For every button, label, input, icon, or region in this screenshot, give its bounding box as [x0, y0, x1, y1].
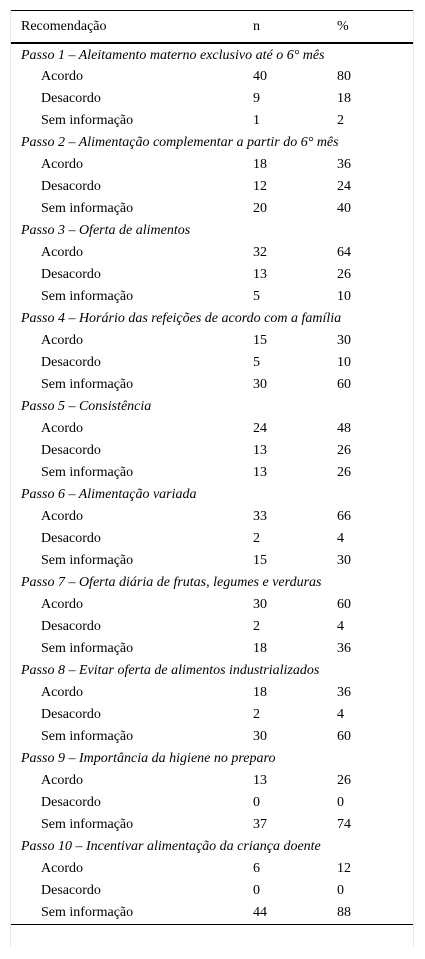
step-title: Passo 4 – Horário das refeições de acordo com a família	[21, 311, 342, 326]
step-title: Passo 7 – Oferta diária de frutas, legumes e verduras	[21, 575, 322, 590]
row-count: 0	[253, 883, 260, 898]
row-label: Sem informação	[41, 289, 134, 304]
step-group-row	[11, 132, 413, 154]
row-percent: 60	[337, 597, 351, 612]
row-percent: 30	[337, 553, 351, 568]
row-percent: 26	[337, 267, 351, 282]
row-count: 18	[253, 685, 267, 700]
row-label: Sem informação	[41, 553, 134, 568]
step-group-row	[11, 484, 413, 506]
row-label: Desacordo	[41, 355, 101, 370]
row-label: Acordo	[41, 421, 83, 436]
table-row	[11, 902, 413, 925]
row-count: 30	[253, 729, 267, 744]
header-percent: %	[337, 11, 413, 44]
row-label: Sem informação	[41, 113, 134, 128]
table-row	[11, 682, 413, 704]
step-title: Passo 1 – Aleitamento materno exclusivo até o 6° mês	[21, 48, 325, 63]
row-count: 12	[253, 179, 267, 194]
table-row	[11, 110, 413, 132]
row-percent: 12	[337, 861, 351, 876]
row-label: Sem informação	[41, 729, 134, 744]
table-row	[11, 264, 413, 286]
row-count: 13	[253, 443, 267, 458]
table-row	[11, 528, 413, 550]
recommendation-table	[11, 10, 413, 925]
row-count: 2	[253, 619, 260, 634]
table-row	[11, 792, 413, 814]
step-title: Passo 2 – Alimentação complementar a partir do 6° mês	[21, 135, 339, 150]
row-percent: 66	[337, 509, 351, 524]
table-row	[11, 286, 413, 308]
row-percent: 4	[337, 531, 344, 546]
row-label: Sem informação	[41, 465, 134, 480]
row-label: Sem informação	[41, 201, 134, 216]
row-label: Sem informação	[41, 377, 134, 392]
step-group-row	[11, 43, 413, 66]
row-count: 18	[253, 157, 267, 172]
step-title: Passo 3 – Oferta de alimentos	[21, 223, 191, 238]
row-count: 30	[253, 377, 267, 392]
row-count: 9	[253, 91, 260, 106]
row-label: Desacordo	[41, 795, 101, 810]
row-count: 37	[253, 817, 267, 832]
row-count: 44	[253, 905, 267, 920]
table-row	[11, 550, 413, 572]
row-count: 30	[253, 597, 267, 612]
table-row	[11, 506, 413, 528]
table-row	[11, 176, 413, 198]
row-label: Acordo	[41, 685, 83, 700]
row-count: 5	[253, 289, 260, 304]
table-row	[11, 462, 413, 484]
table-row	[11, 594, 413, 616]
row-count: 5	[253, 355, 260, 370]
table-header	[11, 11, 413, 44]
table-row	[11, 440, 413, 462]
row-label: Sem informação	[41, 641, 134, 656]
row-label: Acordo	[41, 245, 83, 260]
row-count: 13	[253, 267, 267, 282]
table-row	[11, 66, 413, 88]
row-label: Sem informação	[41, 905, 134, 920]
step-title: Passo 6 – Alimentação variada	[21, 487, 197, 502]
table-row	[11, 154, 413, 176]
step-title: Passo 10 – Incentivar alimentação da criança doente	[21, 839, 321, 854]
row-count: 24	[253, 421, 267, 436]
table-row	[11, 88, 413, 110]
row-label: Acordo	[41, 597, 83, 612]
table-row	[11, 726, 413, 748]
row-label: Desacordo	[41, 91, 101, 106]
row-percent: 2	[337, 113, 344, 128]
row-count: 33	[253, 509, 267, 524]
row-count: 2	[253, 531, 260, 546]
row-percent: 18	[337, 91, 351, 106]
row-percent: 40	[337, 201, 351, 216]
row-label: Acordo	[41, 333, 83, 348]
row-percent: 24	[337, 179, 351, 194]
header-n: n	[253, 11, 337, 44]
table-row	[11, 814, 413, 836]
row-count: 2	[253, 707, 260, 722]
row-percent: 26	[337, 465, 351, 480]
recommendation-table-container	[10, 10, 414, 946]
table-row	[11, 638, 413, 660]
row-label: Desacordo	[41, 619, 101, 634]
row-count: 32	[253, 245, 267, 260]
row-count: 15	[253, 333, 267, 348]
row-label: Acordo	[41, 69, 83, 84]
table-body	[11, 43, 413, 925]
row-label: Desacordo	[41, 443, 101, 458]
step-group-row	[11, 748, 413, 770]
row-count: 0	[253, 795, 260, 810]
row-percent: 10	[337, 355, 351, 370]
row-percent: 80	[337, 69, 351, 84]
row-count: 13	[253, 773, 267, 788]
row-percent: 64	[337, 245, 351, 260]
row-percent: 36	[337, 685, 351, 700]
row-percent: 0	[337, 883, 344, 898]
step-group-row	[11, 660, 413, 682]
row-percent: 60	[337, 377, 351, 392]
step-group-row	[11, 572, 413, 594]
row-percent: 74	[337, 817, 351, 832]
row-percent: 26	[337, 443, 351, 458]
row-percent: 48	[337, 421, 351, 436]
table-row	[11, 330, 413, 352]
table-row	[11, 770, 413, 792]
step-group-row	[11, 220, 413, 242]
step-group-row	[11, 836, 413, 858]
row-count: 40	[253, 69, 267, 84]
header-recommendation: Recomendação	[11, 11, 253, 44]
row-percent: 26	[337, 773, 351, 788]
row-percent: 4	[337, 619, 344, 634]
row-count: 1	[253, 113, 260, 128]
row-label: Desacordo	[41, 531, 101, 546]
row-count: 18	[253, 641, 267, 656]
row-percent: 30	[337, 333, 351, 348]
row-count: 20	[253, 201, 267, 216]
row-percent: 0	[337, 795, 344, 810]
row-count: 15	[253, 553, 267, 568]
row-label: Acordo	[41, 773, 83, 788]
step-title: Passo 8 – Evitar oferta de alimentos industrializados	[21, 663, 320, 678]
table-row	[11, 704, 413, 726]
row-label: Desacordo	[41, 707, 101, 722]
row-label: Desacordo	[41, 267, 101, 282]
table-row	[11, 418, 413, 440]
row-label: Desacordo	[41, 883, 101, 898]
table-row	[11, 242, 413, 264]
row-percent: 88	[337, 905, 351, 920]
table-row	[11, 880, 413, 902]
table-row	[11, 374, 413, 396]
row-percent: 10	[337, 289, 351, 304]
step-group-row	[11, 396, 413, 418]
row-count: 13	[253, 465, 267, 480]
row-label: Sem informação	[41, 817, 134, 832]
row-percent: 60	[337, 729, 351, 744]
row-label: Desacordo	[41, 179, 101, 194]
row-label: Acordo	[41, 509, 83, 524]
table-row	[11, 198, 413, 220]
row-label: Acordo	[41, 157, 83, 172]
table-row	[11, 616, 413, 638]
row-label: Acordo	[41, 861, 83, 876]
step-title: Passo 9 – Importância da higiene no preparo	[21, 751, 276, 766]
row-percent: 36	[337, 157, 351, 172]
row-percent: 4	[337, 707, 344, 722]
step-title: Passo 5 – Consistência	[21, 399, 152, 414]
table-row	[11, 858, 413, 880]
row-count: 6	[253, 861, 260, 876]
table-row	[11, 352, 413, 374]
header-row	[11, 11, 413, 44]
step-group-row	[11, 308, 413, 330]
row-percent: 36	[337, 641, 351, 656]
